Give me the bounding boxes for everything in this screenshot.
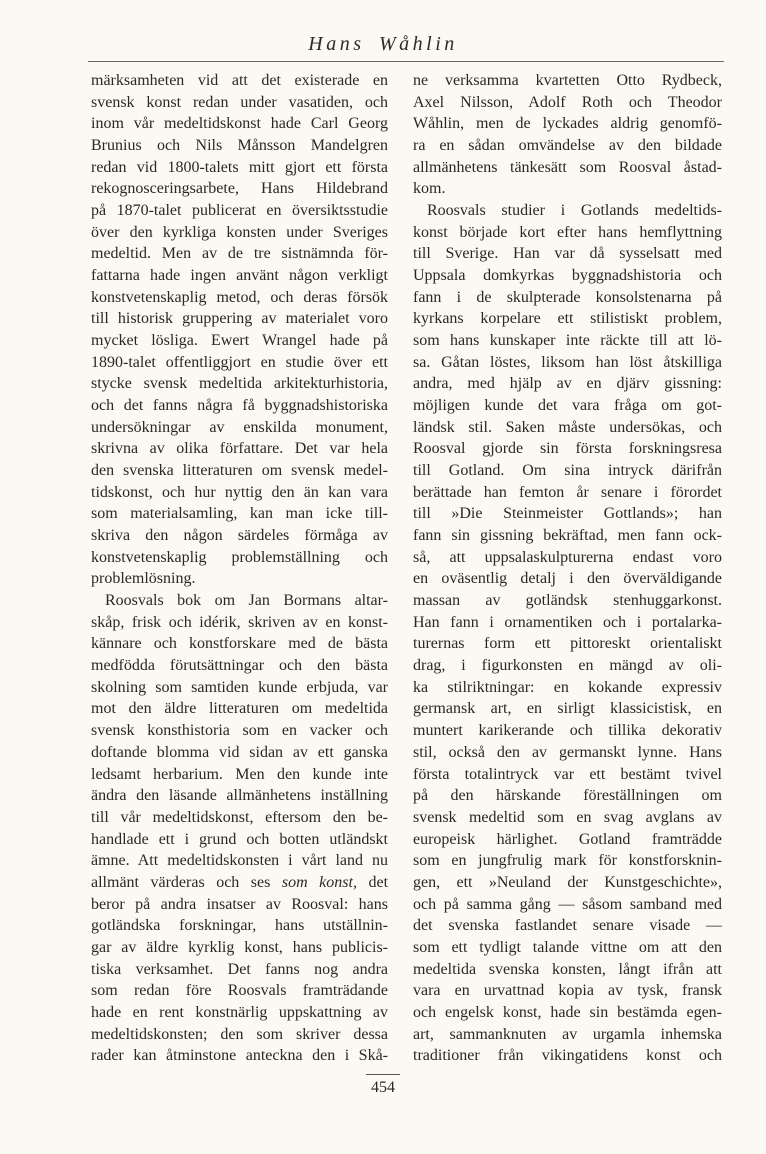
right-column	[413, 70, 722, 1067]
text-line: Uppsala domkyrkas byggnadshistoria och	[413, 267, 722, 285]
text-line: konst började kort efter hans hemflyttning	[413, 223, 722, 241]
text-line: svensk konst redan under vasatiden, och	[91, 93, 388, 111]
italic-text: som konst,	[281, 873, 357, 891]
text-line: till historisk gruppering av materialet voro	[91, 310, 388, 328]
text-line: så, att uppsalaskulpturerna endast voro	[413, 548, 722, 566]
text-line: ländsk stil. Saken måste undersökas, och	[413, 418, 722, 436]
text-line: problemlösning.	[91, 570, 196, 588]
text-line: som en jungfrulig mark för konstforsknin-	[413, 852, 722, 870]
text-line: handlade ett i grund och botten utländskt	[91, 830, 388, 848]
text-line: drag, i figurkonsten en mängd av oli-	[413, 657, 722, 675]
text-line: gotländska forskningar, hans utställnin-	[91, 917, 388, 935]
text-line: till Sverige. Han var då sysselsatt med	[413, 245, 722, 263]
text-line: muntert karikerande och tillika dekorativ	[413, 722, 722, 740]
text-line: skriva den någon särdeles förmåga av	[91, 527, 388, 545]
text-line: turernas form ett pittoreskt orientaliskt	[413, 635, 722, 653]
text-line: Han fann i ornamentiken och i portalarka-	[413, 613, 722, 631]
text-line: fann sin gissning bekräftad, men fann ock-	[413, 527, 722, 545]
text-line: och det fanns några få byggnadshistoriska	[91, 397, 388, 415]
page-number: 454	[371, 1079, 395, 1096]
text-line: vara en urvattnad kopia av tysk, fransk	[413, 982, 722, 1000]
text-line: kom.	[413, 180, 446, 198]
text-line: som redan före Roosvals framträdande	[91, 982, 388, 1000]
text-line: medeltida svenska konsten, långt ifrån att	[413, 960, 722, 978]
text-line: den svenska litteraturen om svensk medel-	[91, 462, 388, 480]
text-segment: allmänt värderas och ses	[91, 873, 282, 891]
text-line: europeisk härlighet. Gotland framträdde	[413, 830, 722, 848]
text-line: mot den äldre litteraturen om medeltida	[91, 700, 388, 718]
text-line: kyrkans korpelare ett stilistiskt problem,	[413, 310, 722, 328]
text-line: undersökningar av enskilda monument,	[91, 418, 388, 436]
text-line: berättade han femton år senare i förordet	[413, 483, 722, 501]
text-line: 1890-talet offentliggjort en studie över ett	[91, 353, 388, 371]
text-line: sa. Gåtan löstes, liksom han löst åtskilliga	[413, 353, 722, 371]
text-line: ra en sådan omvändelse av den bildade	[413, 137, 722, 155]
text-line: till »Die Steinmeister Gottlands»; han	[413, 505, 722, 523]
text-line: gen, ett »Neuland der Kunstgeschichte»,	[413, 873, 722, 891]
text-line: andra, med hjälp av en djärv gissning:	[413, 375, 722, 393]
header-rule	[88, 61, 724, 62]
text-line: svensk konsthistoria som en vacker och	[91, 722, 388, 740]
text-line: skåp, frisk och idérik, skriven av en konst-	[91, 613, 388, 631]
text-line: rader kan åtminstone anteckna den i Skå-	[91, 1047, 388, 1065]
text-line: som materialsamling, kan man icke till-	[91, 505, 388, 523]
text-line: till Gotland. Om sina intryck därifrån	[413, 462, 722, 480]
text-line: redan vid 1800-talets mitt gjort ett första	[91, 158, 388, 176]
text-line: inom vår medeltidskonst hade Carl Georg	[91, 115, 388, 133]
text-line: som ett tydligt talande vittne om att den	[413, 938, 722, 956]
text-line: stycke svensk medeltida arkitekturhistoria,	[91, 375, 388, 393]
text-line: fattarna hade ingen använt någon verkligt	[91, 267, 388, 285]
text-line: ändra den läsande allmänhetens inställning	[91, 787, 388, 805]
text-line: art, sammanknuten av urgamla inhemska	[413, 1025, 722, 1043]
text-line: märksamheten vid att det existerade en	[91, 72, 388, 89]
text-line: till vår medeltidskonst, eftersom den be-	[91, 808, 388, 826]
text-line: ka stilriktningar: en kokande expressiv	[413, 678, 722, 696]
text-line: en oväsentlig detalj i den överväldigande	[413, 570, 722, 588]
text-line: Wåhlin, men de lyckades aldrig genomfö-	[413, 115, 722, 133]
text-line: rekognosceringsarbete, Hans Hildebrand	[91, 180, 388, 198]
text-line: första totalintryck var ett bestämt tvivel	[413, 765, 722, 783]
text-line: Axel Nilsson, Adolf Roth och Theodor	[413, 93, 722, 111]
text-line: ne verksamma kvartetten Otto Rydbeck,	[413, 72, 722, 89]
text-line: ledsamt herbarium. Men den kunde inte	[91, 765, 388, 783]
text-line: medeltidskonsten; den som skriver dessa	[91, 1025, 388, 1043]
text-line: Brunius och Nils Månsson Mandelgren	[91, 137, 388, 155]
text-line: det svenska fastlandet senare visade —	[413, 917, 722, 935]
text-line: allmänhetens tänkesätt som Roosval åstad-	[413, 158, 722, 176]
page-number-rule	[366, 1074, 400, 1075]
text-line: konstvetenskaplig metod, och deras försök	[91, 288, 388, 306]
text-line: beror på andra insatser av Roosval: hans	[91, 895, 388, 913]
running-head: Hans Wåhlin	[308, 33, 458, 55]
text-line: medeltid. Men av de tre sistnämnda för-	[91, 245, 388, 263]
text-line: och på samma gång — såsom samband med	[413, 895, 722, 913]
text-line: mycket lösliga. Ewert Wrangel hade på	[91, 332, 388, 350]
text-line: fann i de skulpterade konsolstenarna på	[413, 288, 722, 306]
text-line: på den härskande föreställningen om	[413, 787, 722, 805]
text-line: Roosvals studier i Gotlands medeltids-	[427, 202, 722, 220]
text-line: doftande blomma vid sidan av ett ganska	[91, 743, 388, 761]
text-line: stil, också den av germanskt lynne. Hans	[413, 743, 722, 761]
text-line: Roosval gjorde sin första forskningsresa	[413, 440, 722, 458]
text-line: traditioner från vikingatidens konst och	[413, 1047, 722, 1065]
text-line: tiska verksamhet. Det fanns nog andra	[91, 960, 388, 978]
text-line: skolning som samtiden kunde erbjuda, var	[91, 678, 388, 696]
text-line: över den kyrkliga konsten under Sveriges	[91, 223, 388, 241]
text-line: massan av gotländsk stenhuggarkonst.	[413, 592, 722, 610]
text-line: konstvetenskaplig problemställning och	[91, 548, 388, 566]
text-line: kännare och konstforskare med de bästa	[91, 635, 388, 653]
text-segment: det	[356, 873, 389, 891]
text-line: gar av äldre kyrklig konst, hans publicis-	[91, 938, 388, 956]
text-line: Roosvals bok om Jan Bormans altar-	[105, 592, 388, 610]
text-line: germansk art, en sirligt klassicistisk, en	[413, 700, 722, 718]
text-line: skrivna av olika författare. Det var hela	[91, 440, 388, 458]
text-line: och engelsk konst, hade sin bestämda egen-	[413, 1003, 722, 1021]
text-line: möjligen kunde det vara fråga om got-	[413, 397, 722, 415]
text-line: tidskonst, och hur nyttig den än kan vara	[91, 483, 388, 501]
text-line: hade en rent konstnärlig uppskattning av	[91, 1003, 388, 1021]
text-line: svensk medeltid som en svag avglans av	[413, 808, 722, 826]
text-line: som hans kunskaper inte räckte till att lö-	[413, 332, 722, 350]
text-line	[91, 872, 388, 894]
left-column	[91, 70, 388, 1067]
text-line: medfödda förutsättningar och den bästa	[91, 657, 388, 675]
text-line: ämne. Att medeltidskonsten i vårt land nu	[91, 852, 388, 870]
text-line: på 1870-talet publicerat en översiktsstudie	[91, 202, 388, 220]
